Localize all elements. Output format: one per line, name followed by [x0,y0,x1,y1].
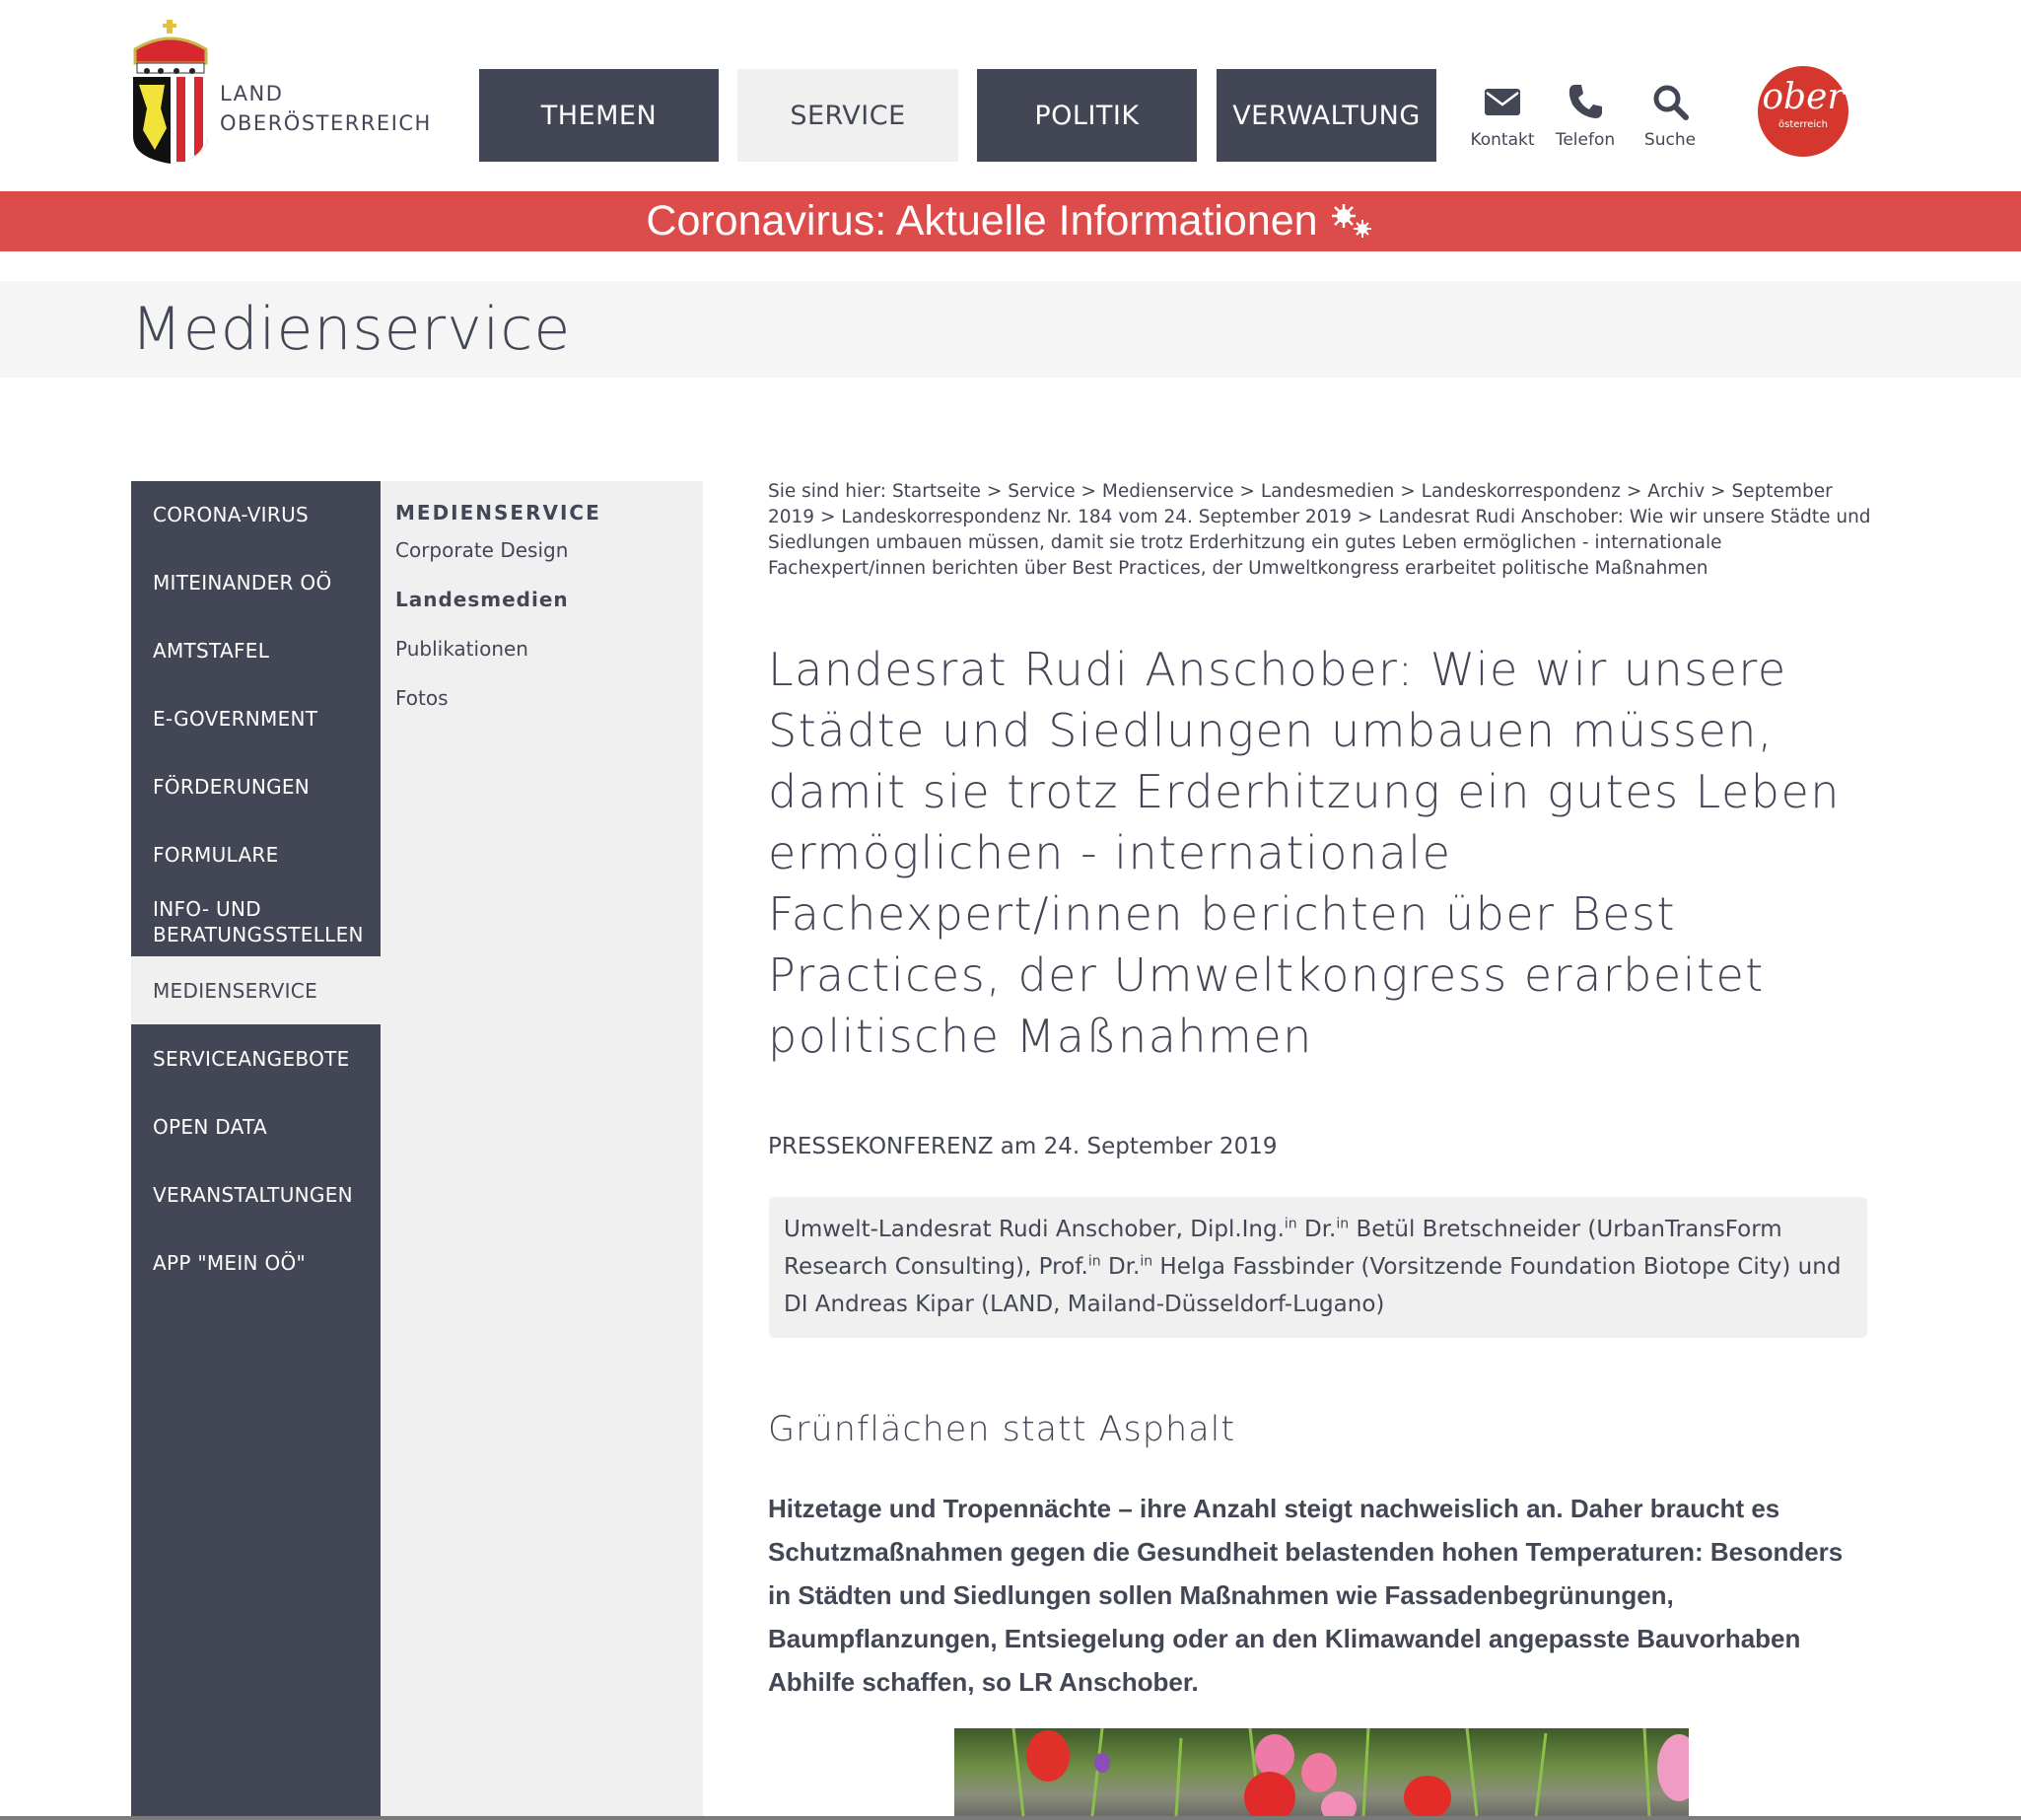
breadcrumb-medienservice[interactable]: Medienservice [1101,481,1234,502]
kontakt-button[interactable] [1463,83,1542,150]
nav-service[interactable]: SERVICE [737,69,958,162]
participants-text-4: Dr. [1100,1254,1141,1280]
virus-icon [1330,202,1375,242]
participants-box [769,1197,1867,1338]
participants-text-3: Betül Bretschneider (UrbanTransForm Research Consulting), Prof. [784,1217,1782,1280]
breadcrumb-separator: > [1080,481,1097,502]
participants-text-5: Helga Fassbinder (Vorsitzende Foundation Biotope City) und DI Andreas Kipar (LAND, Mailand-Düsseldorf-Lugano) [784,1254,1842,1317]
participants-text-2: Dr. [1296,1217,1337,1242]
breadcrumb-landeskorrespondenz[interactable]: Landeskorrespondenz [1421,481,1621,502]
breadcrumb-separator: > [1710,481,1726,502]
kontakt-label: Kontakt [1470,130,1535,150]
article-lead: Hitzetage und Tropennächte – ihre Anzahl steigt nachweislich an. Daher braucht es Schutzmaßnahmen gegen die Gesundheit belastenden hohen Temperaturen: Besonders in Städten und Siedlungen sollen Maßnahmen wie Fassadenbegrünungen, Baumpflanzungen, Entsiegelung oder an den Klimawandel angepasste Bauvorhaben Abhilfe schaffen, so LR Anschober. [768,1494,1844,1697]
sidebar-item-info-beratung[interactable]: INFO- UND BERATUNGSSTELLEN [153,897,364,946]
submenu-item-publikationen[interactable]: Publikationen [395,637,528,661]
sidebar-item-corona-virus[interactable]: CORONA-VIRUS [153,503,310,526]
sidebar-item-open-data[interactable]: OPEN DATA [153,1115,267,1139]
ober-logo-word: ober [1762,77,1845,117]
breadcrumb-separator: > [1357,507,1373,527]
section-header [0,281,2021,378]
breadcrumb-separator: > [1626,481,1642,502]
submenu-item-fotos[interactable]: Fotos [395,686,449,710]
sidebar-item-miteinander[interactable]: MITEINANDER OÖ [153,571,332,595]
breadcrumb-separator: > [1400,481,1416,502]
sidebar-item-foerderungen[interactable]: FÖRDERUNGEN [153,775,311,799]
breadcrumb-separator: > [986,481,1003,502]
participants-sup-3: in [1087,1253,1101,1270]
brand-line-2: OBERÖSTERREICH [220,111,432,135]
breadcrumb-current: Landesrat Rudi Anschober: Wie wir unsere Städte und Siedlungen umbauen müssen, damit sie trotz Erderhitzung ein gutes Leben ermöglichen - internationale Fachexpert/innen berichten über Best Practices, der Umweltkongress erarbeitet politische Maßnahmen [768,507,1871,579]
section-title: Medienservice [131,295,572,364]
article-kicker: PRESSEKONFERENZ am 24. September 2019 [768,1134,1278,1159]
breadcrumb-prefix: Sie sind hier: [768,481,887,502]
article-photo-flowers[interactable] [954,1728,1689,1816]
window-bottom-edge [0,1816,2021,1820]
brand-name[interactable] [220,79,432,138]
submenu-heading[interactable]: MEDIENSERVICE [395,501,601,525]
submenu-item-landesmedien[interactable]: Landesmedien [395,588,569,611]
participants-sup-1: in [1284,1216,1297,1232]
breadcrumb-september-2019[interactable]: September 2019 [768,481,1833,527]
submenu-item-corporate-design[interactable]: Corporate Design [395,538,569,562]
sidebar-item-e-government[interactable]: E-GOVERNMENT [153,707,318,731]
phone-icon [1567,83,1604,120]
coronavirus-banner[interactable] [0,191,2021,251]
sidebar-item-app-mein-oo[interactable]: APP "MEIN OÖ" [153,1251,307,1275]
coat-of-arms-logo[interactable] [131,20,210,164]
breadcrumb-separator: > [819,507,836,527]
ober-logo-sub: österreich [1778,119,1828,130]
brand-line-1: LAND [220,82,284,105]
breadcrumb-archiv[interactable]: Archiv [1647,481,1706,502]
sidebar-item-serviceangebote[interactable]: SERVICEANGEBOTE [153,1047,350,1071]
suche-label: Suche [1643,130,1697,150]
nav-verwaltung[interactable]: VERWALTUNG [1217,69,1436,162]
sidebar-item-formulare[interactable]: FORMULARE [153,843,279,867]
sidebar-item-amtstafel[interactable]: AMTSTAFEL [153,639,270,663]
breadcrumb-landeskorrespondenz-nr[interactable]: Landeskorrespondenz Nr. 184 vom 24. September 2019 [841,507,1353,527]
search-icon [1651,83,1689,120]
breadcrumb-service[interactable]: Service [1008,481,1076,502]
suche-button[interactable] [1631,83,1709,150]
participants-sup-2: in [1336,1216,1350,1232]
breadcrumb [768,479,1872,582]
article-subheading: Grünflächen statt Asphalt [768,1410,1236,1449]
breadcrumb-landesmedien[interactable]: Landesmedien [1260,481,1395,502]
breadcrumb-separator: > [1239,481,1255,502]
nav-politik[interactable]: POLITIK [977,69,1197,162]
article-title: Landesrat Rudi Anschober: Wie wir unsere Städte und Siedlungen umbauen müssen, damit sie trotz Erderhitzung ein gutes Leben ermöglichen - internationale Fachexpert/innen berichten über Best Practices, der Umweltkongress erarbeitet politische Maßnahmen [768,643,1841,1063]
telefon-button[interactable] [1546,83,1625,150]
mail-icon [1484,83,1521,120]
banner-text: Coronavirus: Aktuelle Informationen [646,197,1318,245]
participants-text-1: Umwelt-Landesrat Rudi Anschober, Dipl.Ing. [784,1217,1285,1242]
nav-themen[interactable]: THEMEN [479,69,719,162]
submenu-panel [381,481,703,1816]
oberoesterreich-logo[interactable] [1758,66,1848,157]
sidebar-item-veranstaltungen[interactable]: VERANSTALTUNGEN [153,1183,353,1207]
participants-sup-4: in [1140,1253,1153,1270]
breadcrumb-startseite[interactable]: Startseite [891,481,981,502]
sidebar-item-medienservice[interactable]: MEDIENSERVICE [131,956,381,1024]
telefon-label: Telefon [1555,130,1616,150]
sidebar-nav [131,481,381,1816]
